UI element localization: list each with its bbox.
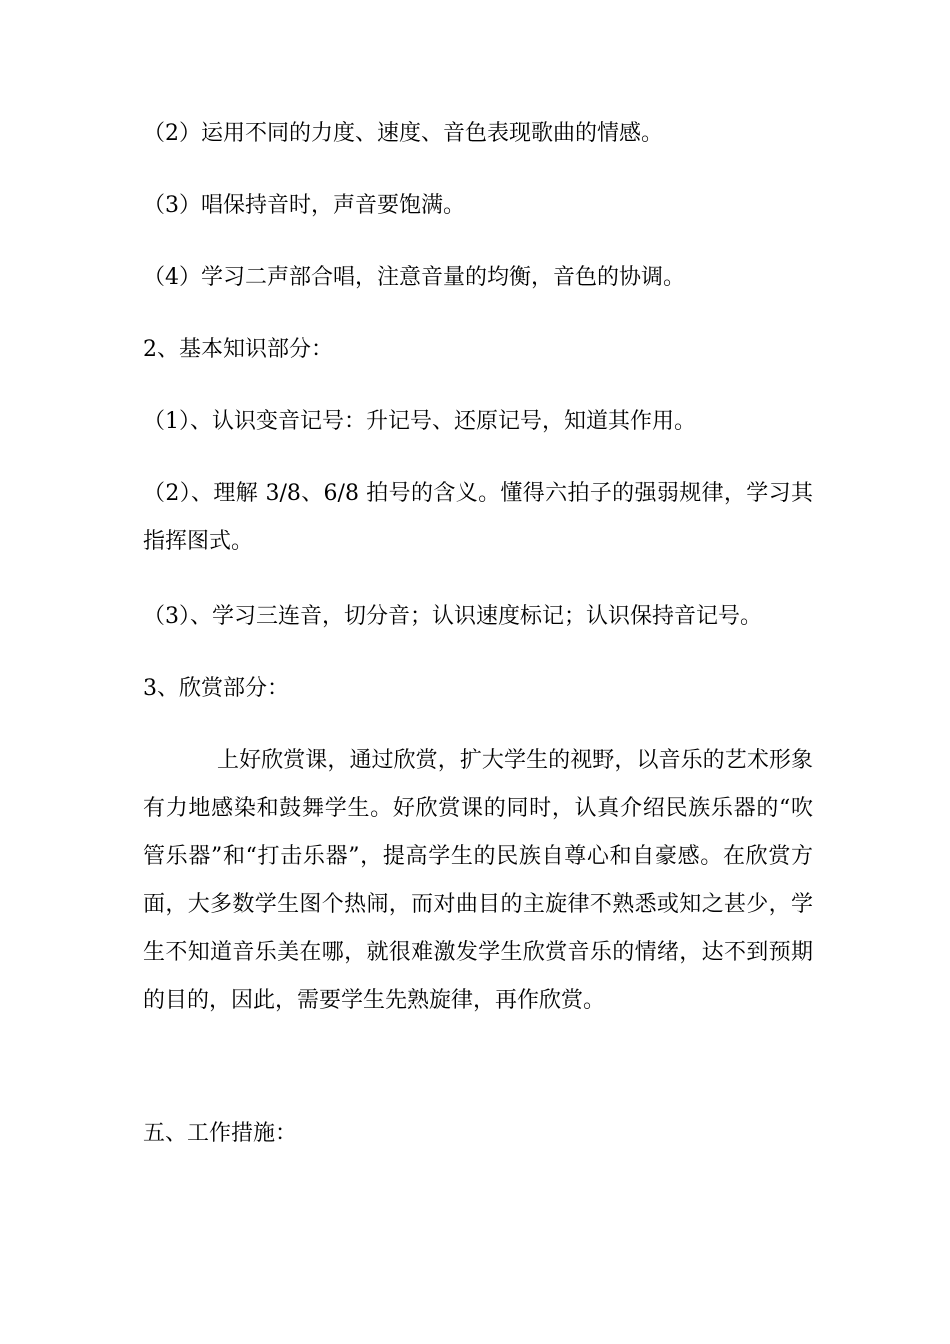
paragraph-accidentals: （1）、认识变音记号：升记号、还原记号，知道其作用。 — [143, 409, 696, 434]
paragraph-time-signatures: （2）、理解 3/8、6/8 拍号的含义。懂得六拍子的强弱规律，学习其指挥图式。 — [143, 481, 813, 554]
section-heading-work-measures: 五、工作措施： — [143, 1121, 298, 1146]
paragraph-singing-dynamics: （2）运用不同的力度、速度、音色表现歌曲的情感。 — [143, 121, 663, 146]
paragraph-appreciation-body: 上好欣赏课，通过欣赏，扩大学生的视野，以音乐的艺术形象有力地感染和鼓舞学生。好欣赏课的同时，认真介绍民族乐器的“吹管乐器”和“打击乐器”，提高学生的民族自尊心和自豪感。在欣赏方面，大多数学生图个热闹，而对曲目的主旋律不熟悉或知之甚少，学生不知道音乐美在哪，就很难激发学生欣赏音乐的情绪，达不到预期的目的，因此，需要学生先熟旋律，再作欣赏。 — [143, 748, 813, 1013]
section-heading-basic-knowledge: 2、基本知识部分： — [143, 337, 333, 362]
paragraph-sustained-notes: （3）唱保持音时，声音要饱满。 — [143, 193, 465, 218]
paragraph-two-part-chorus: （4）学习二声部合唱，注意音量的均衡，音色的协调。 — [143, 265, 685, 290]
paragraph-triplets-syncopation: （3）、学习三连音，切分音；认识速度标记；认识保持音记号。 — [143, 604, 762, 629]
section-heading-appreciation: 3、欣赏部分： — [143, 676, 289, 701]
